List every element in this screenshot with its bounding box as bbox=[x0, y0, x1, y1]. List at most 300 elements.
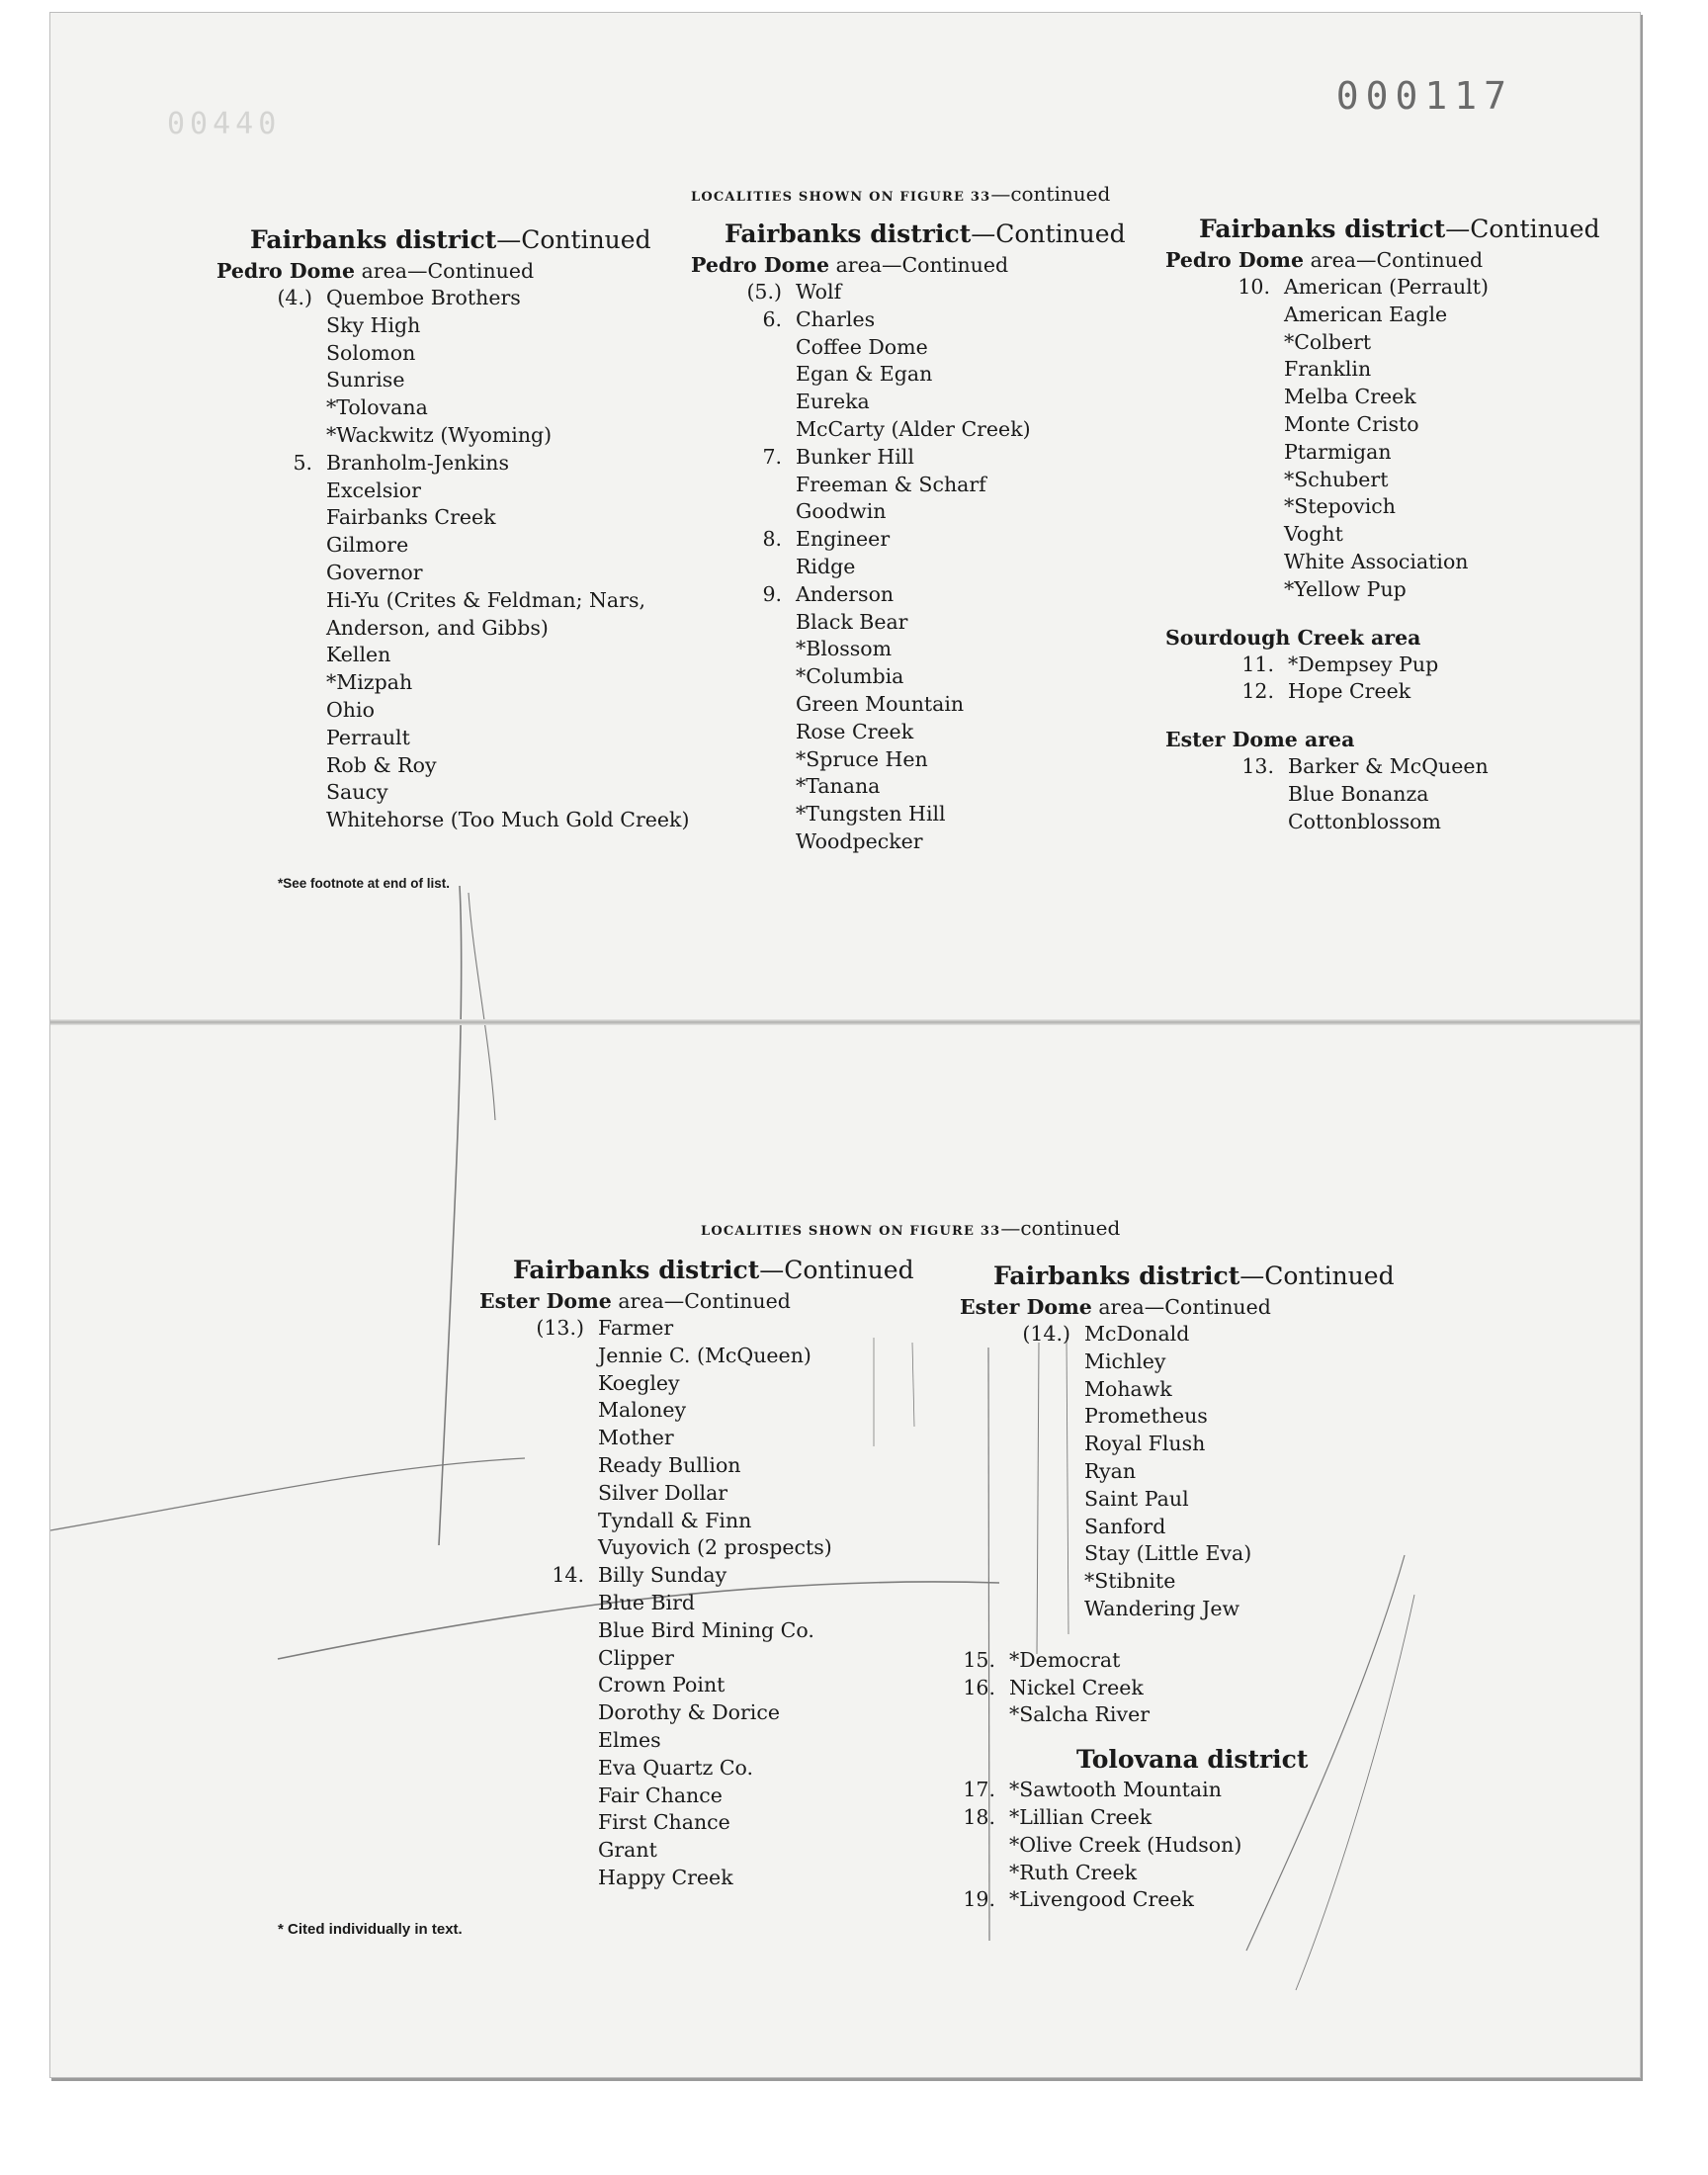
locality-entry bbox=[216, 394, 711, 422]
faint-bleedthrough-number: 00440 bbox=[167, 107, 282, 141]
locality-entry bbox=[216, 478, 711, 505]
locality-number bbox=[1165, 439, 1284, 467]
locality-entry bbox=[479, 1315, 954, 1343]
locality-entry bbox=[691, 306, 1155, 334]
locality-name: Crown Point bbox=[598, 1673, 726, 1697]
locality-entry bbox=[216, 504, 711, 532]
locality-name: Green Mountain bbox=[796, 691, 965, 716]
locality-name: Saint Paul bbox=[1084, 1486, 1189, 1511]
locality-entry bbox=[479, 1672, 954, 1699]
locality-entry bbox=[960, 1647, 1474, 1675]
locality-name: Gilmore bbox=[326, 533, 409, 558]
locality-name: American (Perrault) bbox=[1284, 275, 1489, 299]
locality-entry bbox=[1165, 678, 1630, 706]
bottom-page-heading: LOCALITIES SHOWN ON FIGURE 33—continued bbox=[701, 1216, 1121, 1240]
locality-number bbox=[960, 1701, 1009, 1729]
locality-name: *Salcha River bbox=[1009, 1702, 1150, 1727]
locality-number: 16. bbox=[963, 1675, 995, 1699]
locality-number bbox=[691, 498, 796, 526]
locality-entry bbox=[216, 312, 711, 340]
locality-name: Quemboe Brothers bbox=[326, 286, 521, 309]
locality-entry bbox=[479, 1397, 954, 1425]
area-heading: Pedro Dome area—Continued bbox=[1165, 248, 1484, 272]
locality-number bbox=[216, 504, 326, 532]
locality-name: Mohawk bbox=[1084, 1376, 1172, 1401]
locality-name: Fair Chance bbox=[598, 1783, 723, 1807]
locality-name: Nickel Creek bbox=[1009, 1675, 1144, 1699]
locality-entry bbox=[691, 746, 1155, 774]
locality-name: *Wackwitz (Wyoming) bbox=[326, 422, 553, 447]
locality-name: *Stibnite bbox=[1084, 1569, 1176, 1594]
locality-number bbox=[691, 609, 796, 637]
locality-name: Blue Bird bbox=[598, 1590, 696, 1614]
area-heading: Pedro Dome area—Continued bbox=[216, 259, 535, 283]
locality-number: 18. bbox=[963, 1804, 995, 1829]
locality-number bbox=[216, 560, 326, 587]
locality-number bbox=[960, 1486, 1084, 1514]
locality-number bbox=[691, 636, 796, 663]
locality-name: Governor bbox=[326, 560, 423, 584]
locality-number bbox=[479, 1783, 598, 1810]
locality-name: Silver Dollar bbox=[598, 1480, 728, 1505]
locality-number: 9. bbox=[762, 581, 782, 606]
locality-entry bbox=[1165, 652, 1630, 679]
entry-list bbox=[960, 1647, 1474, 1729]
locality-entry bbox=[691, 472, 1155, 499]
locality-entry bbox=[691, 773, 1155, 801]
locality-entry bbox=[691, 691, 1155, 719]
locality-name: *Stepovich bbox=[1284, 494, 1396, 519]
locality-name: Sky High bbox=[326, 312, 421, 337]
locality-name: *Mizpah bbox=[326, 670, 413, 695]
locality-name: Blue Bonanza bbox=[1288, 781, 1429, 806]
entry-list bbox=[479, 1315, 954, 1892]
locality-entry bbox=[691, 498, 1155, 526]
locality-entry bbox=[960, 1486, 1474, 1514]
locality-entry bbox=[960, 1568, 1474, 1596]
locality-number bbox=[691, 663, 796, 691]
locality-number bbox=[479, 1343, 598, 1370]
entry-list bbox=[960, 1321, 1474, 1623]
locality-entry bbox=[1165, 439, 1630, 467]
locality-name: Hi-Yu (Crites & Feldman; Nars, Anderson, and Gibbs) bbox=[326, 587, 645, 640]
locality-entry bbox=[960, 1832, 1474, 1860]
footnote-top: *See footnote at end of list. bbox=[278, 876, 451, 891]
locality-name: Charles bbox=[796, 306, 876, 331]
locality-entry bbox=[216, 285, 711, 312]
locality-name: *Spruce Hen bbox=[796, 746, 928, 771]
locality-entry bbox=[1165, 329, 1630, 357]
locality-name: Koegley bbox=[598, 1370, 680, 1395]
locality-number bbox=[691, 334, 796, 362]
locality-entry bbox=[479, 1562, 954, 1590]
locality-name: Maloney bbox=[598, 1398, 687, 1423]
locality-name: First Chance bbox=[598, 1810, 730, 1835]
locality-entry bbox=[216, 367, 711, 394]
locality-entry bbox=[1165, 384, 1630, 411]
locality-number bbox=[691, 416, 796, 444]
locality-name: Fairbanks Creek bbox=[326, 505, 496, 530]
locality-name: Wolf bbox=[796, 280, 842, 304]
locality-entry bbox=[960, 1514, 1474, 1541]
locality-entry bbox=[1165, 521, 1630, 549]
locality-number bbox=[1165, 384, 1284, 411]
locality-entry bbox=[479, 1534, 954, 1562]
locality-number bbox=[960, 1458, 1084, 1486]
locality-name: Happy Creek bbox=[598, 1865, 733, 1889]
locality-number bbox=[691, 828, 796, 856]
sourdough-area-heading: Sourdough Creek area bbox=[1165, 625, 1421, 650]
locality-number bbox=[479, 1699, 598, 1727]
locality-number bbox=[960, 1540, 1084, 1568]
locality-number bbox=[216, 367, 326, 394]
locality-entry bbox=[1165, 274, 1630, 302]
locality-entry bbox=[691, 719, 1155, 746]
top-column-1 bbox=[216, 223, 711, 834]
locality-entry bbox=[479, 1452, 954, 1480]
locality-number bbox=[216, 422, 326, 450]
locality-name: Voght bbox=[1284, 522, 1343, 547]
locality-entry bbox=[1165, 781, 1630, 809]
locality-name: Prometheus bbox=[1084, 1404, 1208, 1429]
locality-entry bbox=[960, 1886, 1474, 1914]
locality-entry bbox=[216, 752, 711, 780]
locality-entry bbox=[960, 1860, 1474, 1887]
locality-number bbox=[960, 1596, 1084, 1623]
locality-entry bbox=[960, 1675, 1474, 1702]
locality-entry bbox=[960, 1458, 1474, 1486]
locality-entry bbox=[479, 1727, 954, 1755]
locality-number bbox=[216, 532, 326, 560]
locality-number bbox=[479, 1397, 598, 1425]
locality-number bbox=[216, 340, 326, 368]
locality-name: Ridge bbox=[796, 554, 856, 578]
locality-entry bbox=[216, 532, 711, 560]
locality-number bbox=[216, 312, 326, 340]
locality-name: Rose Creek bbox=[796, 719, 914, 743]
locality-number bbox=[1165, 576, 1284, 604]
locality-number: (5.) bbox=[746, 280, 782, 304]
locality-number bbox=[691, 691, 796, 719]
locality-name: *Lillian Creek bbox=[1009, 1804, 1153, 1829]
locality-number: 14. bbox=[552, 1563, 584, 1588]
locality-number bbox=[1165, 781, 1288, 809]
locality-name: *Dempsey Pup bbox=[1288, 652, 1439, 676]
locality-name: Engineer bbox=[796, 527, 891, 552]
locality-number bbox=[216, 697, 326, 725]
locality-entry bbox=[1165, 467, 1630, 494]
locality-name: Excelsior bbox=[326, 478, 421, 502]
locality-name: *Blossom bbox=[796, 637, 893, 661]
locality-entry bbox=[960, 1376, 1474, 1404]
locality-name: Woodpecker bbox=[796, 828, 923, 853]
district-heading: Fairbanks district—Continued bbox=[513, 1256, 914, 1284]
locality-entry bbox=[479, 1809, 954, 1837]
locality-number bbox=[216, 587, 326, 643]
locality-entry bbox=[1165, 411, 1630, 439]
locality-name: Elmes bbox=[598, 1727, 661, 1752]
locality-name: Perrault bbox=[326, 725, 410, 749]
locality-number bbox=[691, 773, 796, 801]
locality-number bbox=[960, 1860, 1009, 1887]
locality-entry bbox=[960, 1348, 1474, 1376]
entry-list bbox=[1165, 753, 1630, 835]
locality-entry bbox=[479, 1837, 954, 1865]
locality-entry bbox=[691, 581, 1155, 609]
locality-number bbox=[1165, 493, 1284, 521]
locality-name: Kellen bbox=[326, 643, 391, 667]
locality-entry bbox=[960, 1596, 1474, 1623]
locality-name: Black Bear bbox=[796, 609, 908, 634]
locality-number bbox=[1165, 549, 1284, 576]
locality-entry bbox=[479, 1783, 954, 1810]
locality-number bbox=[691, 361, 796, 389]
locality-number bbox=[216, 669, 326, 697]
locality-number bbox=[1165, 521, 1284, 549]
locality-number bbox=[691, 801, 796, 828]
locality-name: Michley bbox=[1084, 1348, 1166, 1373]
locality-number bbox=[479, 1534, 598, 1562]
locality-name: Anderson bbox=[796, 581, 895, 606]
locality-entry bbox=[691, 609, 1155, 637]
locality-entry bbox=[216, 669, 711, 697]
locality-entry bbox=[216, 725, 711, 752]
locality-name: *Ruth Creek bbox=[1009, 1860, 1138, 1884]
locality-name: Grant bbox=[598, 1838, 657, 1863]
locality-name: *Sawtooth Mountain bbox=[1009, 1778, 1222, 1802]
locality-number bbox=[960, 1514, 1084, 1541]
locality-name: Sanford bbox=[1084, 1514, 1166, 1538]
locality-entry bbox=[691, 361, 1155, 389]
area-heading: Ester Dome area—Continued bbox=[960, 1295, 1271, 1319]
locality-name: Vuyovich (2 prospects) bbox=[598, 1535, 832, 1560]
locality-number: 8. bbox=[762, 527, 782, 552]
locality-name: Coffee Dome bbox=[796, 334, 928, 359]
locality-entry bbox=[1165, 576, 1630, 604]
locality-number bbox=[479, 1865, 598, 1892]
footnote-bottom: * Cited individually in text. bbox=[278, 1921, 463, 1938]
locality-number bbox=[479, 1645, 598, 1673]
locality-entry bbox=[1165, 753, 1630, 781]
locality-name: *Livengood Creek bbox=[1009, 1887, 1194, 1912]
locality-entry bbox=[691, 334, 1155, 362]
locality-number bbox=[691, 389, 796, 416]
locality-number bbox=[1165, 302, 1284, 329]
locality-entry bbox=[479, 1755, 954, 1783]
locality-entry bbox=[691, 389, 1155, 416]
locality-name: McCarty (Alder Creek) bbox=[796, 416, 1031, 441]
locality-entry bbox=[479, 1645, 954, 1673]
locality-number bbox=[216, 807, 326, 834]
locality-entry bbox=[960, 1403, 1474, 1431]
locality-entry bbox=[691, 416, 1155, 444]
locality-name: Rob & Roy bbox=[326, 752, 437, 777]
locality-entry bbox=[479, 1508, 954, 1535]
locality-entry bbox=[691, 444, 1155, 472]
bottom-column-1 bbox=[479, 1254, 954, 1892]
locality-number: 15. bbox=[963, 1647, 995, 1672]
locality-entry bbox=[960, 1701, 1474, 1729]
ester-area-heading: Ester Dome area bbox=[1165, 728, 1355, 752]
locality-name: Franklin bbox=[1284, 357, 1372, 382]
locality-name: Monte Cristo bbox=[1284, 411, 1419, 436]
locality-entry bbox=[1165, 493, 1630, 521]
locality-name: Egan & Egan bbox=[796, 362, 933, 387]
locality-name: McDonald bbox=[1084, 1322, 1190, 1346]
locality-entry bbox=[479, 1343, 954, 1370]
locality-entry bbox=[691, 636, 1155, 663]
locality-entry bbox=[960, 1321, 1474, 1348]
locality-name: *Yellow Pup bbox=[1284, 576, 1407, 601]
locality-number: 17. bbox=[963, 1778, 995, 1802]
locality-entry bbox=[479, 1617, 954, 1645]
locality-name: *Tolovana bbox=[326, 395, 428, 420]
locality-name: Freeman & Scharf bbox=[796, 472, 986, 496]
locality-entry bbox=[691, 526, 1155, 554]
district-heading: Fairbanks district—Continued bbox=[1199, 215, 1600, 243]
locality-number bbox=[479, 1755, 598, 1783]
locality-entry bbox=[216, 779, 711, 807]
locality-entry bbox=[691, 663, 1155, 691]
area-heading: Ester Dome area—Continued bbox=[479, 1289, 791, 1313]
locality-name: Whitehorse (Too Much Gold Creek) bbox=[326, 808, 690, 832]
locality-name: Eva Quartz Co. bbox=[598, 1755, 754, 1780]
locality-number bbox=[479, 1425, 598, 1452]
locality-number bbox=[960, 1832, 1009, 1860]
bottom-column-2 bbox=[960, 1260, 1474, 1914]
locality-entry bbox=[479, 1699, 954, 1727]
entry-list bbox=[691, 279, 1155, 856]
top-column-2 bbox=[691, 218, 1155, 856]
locality-number bbox=[216, 779, 326, 807]
locality-name: Clipper bbox=[598, 1645, 674, 1670]
locality-entry bbox=[216, 587, 711, 643]
paper-fold-line bbox=[50, 1019, 1640, 1025]
locality-entry bbox=[479, 1370, 954, 1398]
locality-number bbox=[691, 746, 796, 774]
locality-number: 19. bbox=[963, 1887, 995, 1912]
area-heading: Pedro Dome area—Continued bbox=[691, 253, 1009, 277]
locality-number bbox=[479, 1617, 598, 1645]
locality-name: Eureka bbox=[796, 390, 870, 414]
locality-entry bbox=[216, 422, 711, 450]
locality-number bbox=[691, 719, 796, 746]
locality-number: 12. bbox=[1241, 679, 1274, 704]
locality-name: *Tungsten Hill bbox=[796, 802, 946, 826]
locality-name: Farmer bbox=[598, 1316, 674, 1340]
locality-name: Tyndall & Finn bbox=[598, 1508, 752, 1532]
locality-name: *Tanana bbox=[796, 774, 881, 799]
locality-number: 5. bbox=[293, 450, 312, 475]
locality-name: Goodwin bbox=[796, 499, 887, 524]
locality-number bbox=[216, 394, 326, 422]
tolovana-district-heading: Tolovana district bbox=[1076, 1745, 1309, 1775]
locality-number bbox=[1165, 356, 1284, 384]
locality-name: White Association bbox=[1284, 549, 1469, 573]
locality-number bbox=[1165, 329, 1284, 357]
locality-entry bbox=[1165, 356, 1630, 384]
locality-name: Cottonblossom bbox=[1288, 809, 1441, 833]
locality-number bbox=[479, 1727, 598, 1755]
locality-number bbox=[216, 725, 326, 752]
locality-entry bbox=[960, 1540, 1474, 1568]
locality-name: Royal Flush bbox=[1084, 1432, 1206, 1456]
locality-number: 11. bbox=[1241, 652, 1274, 676]
locality-number bbox=[960, 1431, 1084, 1458]
locality-number bbox=[479, 1480, 598, 1508]
locality-entry bbox=[1165, 302, 1630, 329]
locality-entry bbox=[216, 642, 711, 669]
locality-name: Barker & McQueen bbox=[1288, 754, 1489, 779]
locality-entry bbox=[691, 828, 1155, 856]
locality-number bbox=[216, 642, 326, 669]
locality-number bbox=[479, 1370, 598, 1398]
district-heading: Fairbanks district—Continued bbox=[725, 219, 1126, 248]
locality-entry bbox=[1165, 549, 1630, 576]
locality-name: Hope Creek bbox=[1288, 679, 1411, 704]
locality-number: 10. bbox=[1238, 275, 1270, 299]
locality-number bbox=[479, 1452, 598, 1480]
locality-number bbox=[1165, 467, 1284, 494]
locality-number: 13. bbox=[1241, 754, 1274, 779]
locality-number: (14.) bbox=[1022, 1322, 1070, 1346]
locality-name: Mother bbox=[598, 1426, 674, 1450]
locality-number bbox=[479, 1508, 598, 1535]
locality-name: American Eagle bbox=[1284, 302, 1448, 326]
locality-entry bbox=[479, 1425, 954, 1452]
locality-name: *Colbert bbox=[1284, 329, 1372, 354]
locality-entry bbox=[479, 1590, 954, 1617]
locality-number bbox=[960, 1376, 1084, 1404]
locality-number: (13.) bbox=[536, 1316, 584, 1340]
locality-name: Billy Sunday bbox=[598, 1563, 727, 1588]
locality-number bbox=[960, 1348, 1084, 1376]
locality-entry bbox=[216, 340, 711, 368]
locality-number bbox=[1165, 809, 1288, 836]
locality-number bbox=[691, 554, 796, 581]
locality-name: Branholm-Jenkins bbox=[326, 450, 510, 475]
locality-name: Bunker Hill bbox=[796, 444, 914, 469]
locality-entry bbox=[479, 1480, 954, 1508]
locality-name: *Democrat bbox=[1009, 1647, 1121, 1672]
locality-name: Saucy bbox=[326, 780, 388, 805]
locality-entry bbox=[960, 1777, 1474, 1804]
scanned-page bbox=[49, 12, 1641, 2078]
locality-entry bbox=[691, 279, 1155, 306]
locality-name: Ryan bbox=[1084, 1458, 1137, 1483]
locality-number bbox=[479, 1837, 598, 1865]
top-page-heading: LOCALITIES SHOWN ON FIGURE 33—continued bbox=[691, 182, 1111, 206]
locality-name: Ready Bullion bbox=[598, 1452, 741, 1477]
locality-entry bbox=[216, 450, 711, 478]
locality-name: Melba Creek bbox=[1284, 385, 1416, 409]
locality-name: Jennie C. (McQueen) bbox=[598, 1343, 811, 1367]
locality-number: 6. bbox=[762, 306, 782, 331]
locality-number bbox=[960, 1403, 1084, 1431]
locality-entry bbox=[691, 554, 1155, 581]
locality-number bbox=[216, 752, 326, 780]
locality-entry bbox=[216, 560, 711, 587]
locality-number bbox=[479, 1590, 598, 1617]
locality-entry bbox=[216, 697, 711, 725]
locality-entry bbox=[216, 807, 711, 834]
entry-list bbox=[1165, 274, 1630, 604]
locality-entry bbox=[479, 1865, 954, 1892]
locality-name: Dorothy & Dorice bbox=[598, 1700, 780, 1725]
locality-entry bbox=[960, 1804, 1474, 1832]
district-heading: Fairbanks district—Continued bbox=[250, 225, 651, 254]
locality-entry bbox=[1165, 809, 1630, 836]
